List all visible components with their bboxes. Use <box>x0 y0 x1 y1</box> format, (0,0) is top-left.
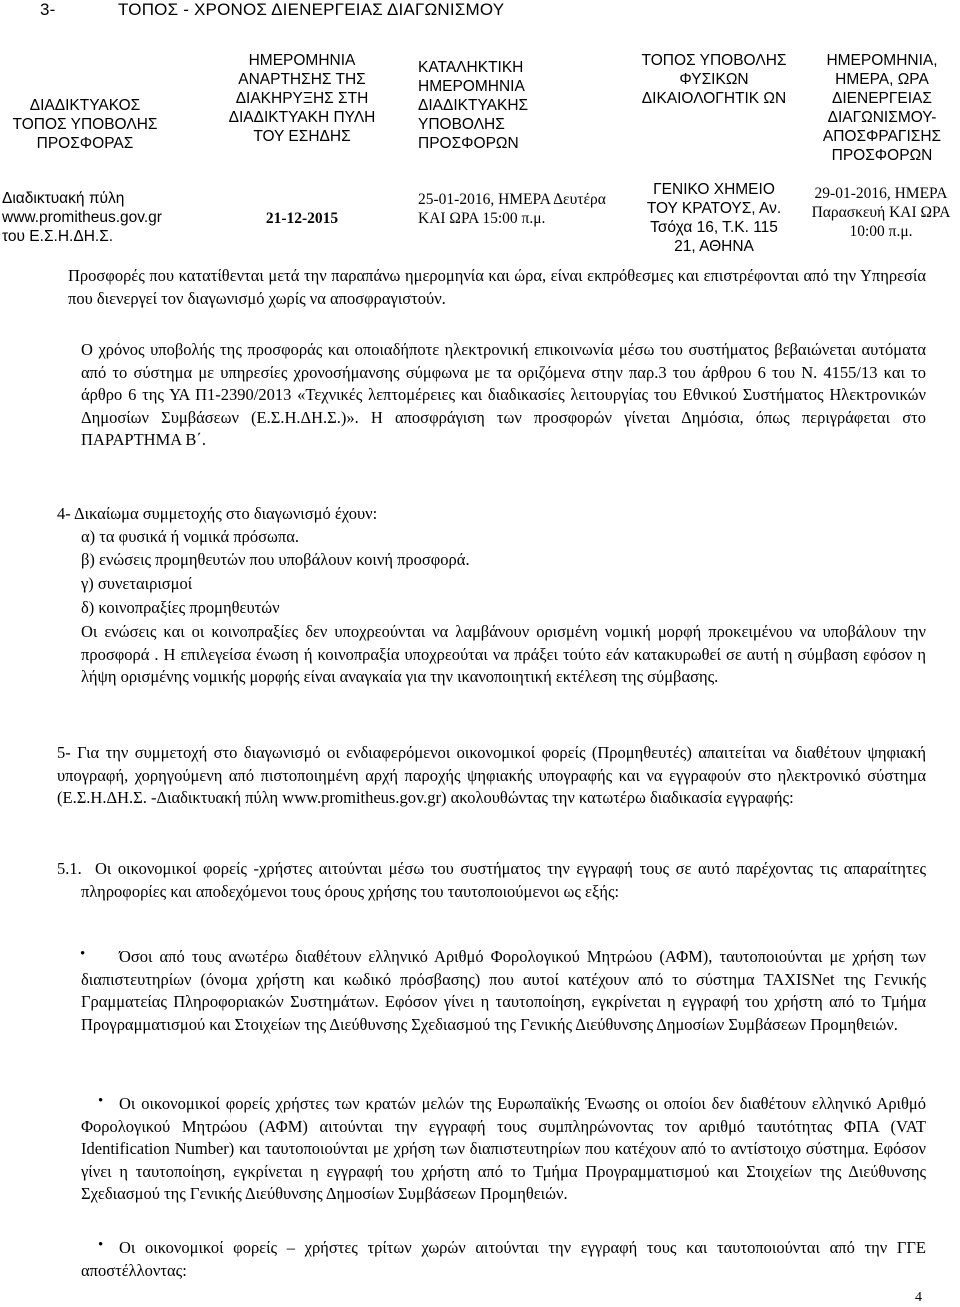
table-cell-physical-docs-location: ΓΕΝΙΚΟ ΧΗΜΕΙΟ ΤΟΥ ΚΡΑΤΟΥΣ, Αν. Τσόχα 16, Τ.Κ. 115 21, ΑΘΗΝΑ <box>646 181 782 255</box>
section-4-item-b: β) ενώσεις προμηθευτών που υποβάλουν κοινή προσφορά. <box>81 550 470 569</box>
table-header-posting-date: ΗΜΕΡΟΜΗΝΙΑ ΑΝΑΡΤΗΣΗΣ ΤΗΣ ΔΙΑΚΗΡΥΞΗΣ ΣΤΗ ΔΙΑΔΙΚΤΥΑΚΗ ΠΥΛΗ ΤΟΥ ΕΣΗΔΗΣ <box>228 52 376 145</box>
table-cell-web-location: Διαδικτυακή πύλη www.promitheus.gov.gr του Ε.Σ.Η.ΔΗ.Σ. <box>2 190 162 245</box>
bullet-icon: • <box>98 1093 104 1109</box>
table-cell-opening-date: 29-01-2016, ΗΜΕΡΑ Παρασκευή ΚΑΙ ΩΡΑ 10:00 π.μ. <box>811 185 951 240</box>
table-header-physical-docs-location: ΤΟΠΟΣ ΥΠΟΒΟΛΗΣ ΦΥΣΙΚΩΝ ΔΙΚΑΙΟΛΟΓΗΤΙΚ ΩΝ <box>641 52 787 107</box>
bullet-icon: • <box>80 946 86 962</box>
section-4-item-a: α) τα φυσικά ή νομικά πρόσωπα. <box>81 527 299 546</box>
table-cell-deadline: 25-01-2016, ΗΜΕΡΑ Δευτέρα ΚΑΙ ΩΡΑ 15:00 π.μ. <box>418 191 606 227</box>
section-4-item-d: δ) κοινοπραξίες προμηθευτών <box>81 598 280 617</box>
table-header-opening-date: ΗΜΕΡΟΜΗΝΙΑ, ΗΜΕΡΑ, ΩΡΑ ΔΙΕΝΕΡΓΕΙΑΣ ΔΙΑΓΩΝΙΣΜΟΥ- ΑΠΟΣΦΡΑΓΙΣΗΣ ΠΡΟΣΦΟΡΩΝ <box>822 52 942 164</box>
section-5-1-paragraph: Οι οικονομικοί φορείς -χρήστες αιτούνται μέσω του συστήματος την εγγραφή τους σε αυτό παρέχοντας τις απαραίτητες πληροφορίες και αποδεχόμενοι τους όρους χρήσης του ταυτοποιούμενοι ως εξής: <box>81 859 926 901</box>
section-4-heading: 4- Δικαίωμα συμμετοχής στο διαγωνισμό έχουν: <box>57 504 378 523</box>
section-4-paragraph: Οι ενώσεις και οι κοινοπραξίες δεν υποχρεούνται να λαμβάνουν ορισμένη νομική μορφή προκειμένου να υποβάλουν την προσφορά . Η επιλεγείσα ένωση ή κοινοπραξία υποχρεούται να πράξει τούτο εάν κατακυρωθεί σε αυτή η σύμβαση εφόσον η λήψη ορισμένης νομικής μορφής είναι αναγκαία για την ικανοποιητική εκτέλεση της σύμβασης. <box>81 622 926 686</box>
bullet-item-third-country: Οι οικονομικοί φορείς – χρήστες τρίτων χωρών αιτούνται την εγγραφή τους και ταυτοποιούνται από την ΓΓΕ αποστέλλοντας: <box>81 1238 926 1280</box>
section-3-heading <box>40 0 504 20</box>
bullet-item-greek-afm: Όσοι από τους ανωτέρω διαθέτουν ελληνικό Αριθμό Φορολογικού Μητρώου (ΑΦΜ), ταυτοποιούνται με χρήση των διαπιστευτηρίων (όνομα χρήστη και κωδικό πρόσβασης) που αυτοί κατέχουν από το σύστημα TAXISNet της Γενικής Γραμματείας Πληροφοριακών Συστημάτων. Εφόσον γίνει η ταυτοποίηση, εγκρίνεται η εγγραφή του χρήστη από το Τμήμα Προγραμματισμού και Στοιχείων της Διεύθυνσης Σχεδιασμού της Γενικής Διεύθυνσης Δημοσίων Συμβάσεων Προμηθειών. <box>81 947 926 1034</box>
table-cell-posting-date: 21-12-2015 <box>265 210 339 227</box>
section-4-item-c: γ) συνεταιρισμοί <box>81 574 193 593</box>
section-5-1-number: 5.1. <box>57 859 82 878</box>
section-3-number: 3- <box>40 0 56 19</box>
table-header-deadline: ΚΑΤΑΛΗΚΤΙΚΗ ΗΜΕΡΟΜΗΝΙΑ ΔΙΑΔΙΚΤΥΑΚΗΣ ΥΠΟΒΟΛΗΣ ΠΡΟΣΦΟΡΩΝ <box>418 59 529 152</box>
bullet-item-eu-member: Οι οικονομικοί φορείς χρήστες των κρατών μελών της Ευρωπαϊκής Ένωσης οι οποίοι δεν διαθέτουν ελληνικό Αριθμό Φορολογικού Μητρώου (ΑΦΜ) αιτούνται την εγγραφή τους συμπληρώνοντας τον αριθμό ταυτότητας ΦΠΑ (VAT Identification Number) και ταυτοποιούνται με χρήση των διαπιστευτηρίων που κατέχουν από το αντίστοιχο σύστημα. Εφόσον γίνει η ταυτοποίηση, εγκρίνεται η εγγραφή του χρήστη από το Τμήμα Προγραμματισμού και Στοιχείων της Διεύθυνσης Σχεδιασμού της Γενικής Διεύθυνσης Δημοσίων Συμβάσεων Προμηθειών. <box>81 1094 926 1203</box>
table-header-web-location: ΔΙΑΔΙΚΤΥΑΚΟΣ ΤΟΠΟΣ ΥΠΟΒΟΛΗΣ ΠΡΟΣΦΟΡΑΣ <box>12 97 158 152</box>
submission-time-paragraph: Ο χρόνος υποβολής της προσφοράς και οποιαδήποτε ηλεκτρονική επικοινωνία μέσω του συστήματος βεβαιώνεται αυτόματα από το σύστημα με υπηρεσίες χρονοσήμανσης σύμφωνα με τα οριζόμενα στην παρ.3 του άρθρου 6 του Ν. 4155/13 και το άρθρο 6 της ΥΑ Π1-2390/2013 «Τεχνικές λεπτομέρειες και διαδικασίες λειτουργίας του Εθνικού Συστήματος Ηλεκτρονικών Δημοσίων Συμβάσεων (Ε.Σ.Η.ΔΗ.Σ.)». Η αποσφράγιση των προσφορών γίνεται Δημόσια, όπως περιγράφεται στο ΠΑΡΑΡΤΗΜΑ Β΄. <box>81 340 926 449</box>
section-3-title: ΤΟΠΟΣ - ΧΡΟΝΟΣ ΔΙΕΝΕΡΓΕΙΑΣ ΔΙΑΓΩΝΙΣΜΟΥ <box>118 0 505 19</box>
section-5-paragraph: 5- Για την συμμετοχή στο διαγωνισμό οι ενδιαφερόμενοι οικονομικοί φορείς (Προμηθευτές) απαιτείται να διαθέτουν ψηφιακή υπογραφή, χορηγούμενη από πιστοποιημένη αρχή παροχής ψηφιακής υπογραφής και να εγγραφούν στο ηλεκτρονικό σύστημα (Ε.Σ.Η.ΔΗ.Σ. -Διαδικτυακή πύλη www.promitheus.gov.gr) ακολουθώντας την κατωτέρω διαδικασία εγγραφής: <box>57 743 926 807</box>
bullet-icon: • <box>98 1237 104 1253</box>
page-number: 4 <box>915 1290 922 1305</box>
late-offers-paragraph: Προσφορές που κατατίθενται μετά την παραπάνω ημερομηνία και ώρα, είναι εκπρόθεσμες και επιστρέφονται από την Υπηρεσία που διενεργεί τον διαγωνισμό χωρίς να αποσφραγιστούν. <box>68 266 926 308</box>
